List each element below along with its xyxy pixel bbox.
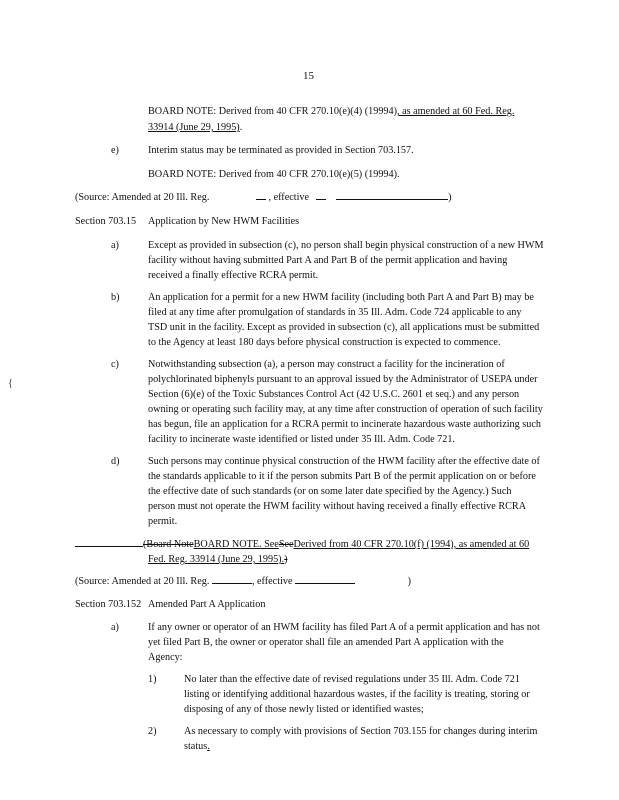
board-note-top-amend-2: 33914 (June 29, 1995) — [148, 122, 240, 133]
board-note-top-line1 — [148, 104, 514, 120]
section-703-15-number: Section 703.15 — [75, 216, 137, 227]
source-note-1 — [75, 190, 452, 206]
board-note-2-derived: Derived from 40 CFR 270.10(f) (1994), as amended at 60 — [293, 539, 530, 550]
board-note-2-end: ) — [284, 554, 288, 565]
margin-change-mark: { — [8, 378, 13, 389]
sub-2-line-2 — [184, 739, 210, 755]
sub-1-line: listing or identifying additional hazardous wastes, if the facility is treating, storing or — [184, 689, 530, 700]
para-d-line: the effective date of such standards (or on some later date specified by the Agency.) Such — [148, 486, 512, 497]
section-703-152-number: Section 703.152 — [75, 599, 142, 610]
para-c-line: facility to incinerate waste identified or listed under 35 Ill. Adm. Code 721. — [148, 434, 455, 445]
source-note-2 — [75, 574, 411, 590]
para-152a-label: a) — [111, 622, 119, 633]
para-a-line: Except as provided in subsection (c), no person shall begin physical construction of a new HWM — [148, 240, 544, 251]
para-a-line: received a finally effective RCRA permit. — [148, 270, 319, 281]
source-1-start: (Source: Amended at 20 Ill. Reg. — [75, 192, 210, 203]
para-b-line: filed at any time after promulgation of standards in 35 Ill. Adm. Code 724 applicable to any — [148, 307, 522, 318]
para-b-line: TSD unit in the facility. Except as provided in subsection (c), all applications must be submitted — [148, 322, 540, 333]
board-note-top-prefix: BOARD NOTE: Derived from 40 CFR 270.10(e)(4) (19994) — [148, 106, 397, 117]
page-number: 15 — [303, 70, 314, 82]
para-c-line: Notwithstanding subsection (a), a person may construct a facility for the incineration of — [148, 359, 505, 370]
para-d-line: the standards applicable to it if the person submits Part B of the permit application on or before — [148, 471, 536, 482]
board-note-2-struck: (Board Note — [143, 539, 194, 550]
source-1-end: ) — [448, 192, 452, 203]
sub-2-period: . — [207, 741, 210, 752]
para-c-line: Section (6)(e) of the Toxic Substances Control Act (42 U.S.C. 2601 et seq.) and any person — [148, 389, 520, 400]
para-d-line: person must not operate the HWM facility without having received a finally effective RCRA — [148, 501, 527, 512]
para-c-line: has begun, file an application for a RCRA permit to incinerate hazardous waste authorizing such — [148, 419, 541, 430]
board-note-2-line2 — [148, 552, 288, 568]
source-2-mid: , effective — [251, 576, 293, 587]
board-note-top-end: . — [239, 122, 243, 133]
board-note-2-cite: Fed. Reg. 33914 (June 29, 1995). — [148, 554, 285, 565]
board-note-2-main: BOARD NOTE. See — [193, 539, 279, 550]
board-note-2-struck-see: See — [278, 539, 294, 550]
board-note-2-line1 — [75, 537, 529, 553]
sub-2-label: 2) — [148, 726, 157, 737]
para-c-line: polychlorinated biphenyls pursuant to an approval issued by the Administrator of USEPA under — [148, 374, 538, 385]
source-2-end: ) — [407, 576, 411, 587]
para-a-label: a) — [111, 240, 119, 251]
board-note-top-amend: , as amended at 60 Fed. Reg. — [397, 106, 515, 117]
para-152a-line: If any owner or operator of an HWM facility has filed Part A of a permit application and has not — [148, 622, 540, 633]
para-c-label: c) — [111, 359, 119, 370]
para-a-line: facility without having submitted Part A and Part B of the permit application and having — [148, 255, 508, 266]
para-152a-line: Agency: — [148, 652, 183, 663]
sub-1-line: disposing of any of those newly listed or identified wastes; — [184, 704, 424, 715]
item-e-board-note: BOARD NOTE: Derived from 40 CFR 270.10(e)(5) (19994). — [148, 169, 400, 180]
board-note-top-line2 — [148, 120, 242, 136]
para-d-line: Such persons may continue physical construction of the HWM facility after the effective date of — [148, 456, 540, 467]
section-703-15-title: Application by New HWM Facilities — [148, 216, 300, 227]
sub-1-label: 1) — [148, 674, 157, 685]
section-703-152-title: Amended Part A Application — [148, 599, 266, 610]
sub-2-line: As necessary to comply with provisions of Section 703.155 for changes during interim — [184, 726, 538, 737]
source-2-start: (Source: Amended at 20 Ill. Reg. — [75, 576, 210, 587]
para-b-label: b) — [111, 292, 120, 303]
para-b-line: to the Agency at least 180 days before physical construction is expected to commence. — [148, 337, 501, 348]
para-d-line: permit. — [148, 516, 178, 527]
sub-2-status: status — [184, 741, 208, 752]
source-1-mid: , effective — [268, 192, 310, 203]
item-e-text: Interim status may be terminated as provided in Section 703.157. — [148, 145, 414, 156]
item-e-label: e) — [111, 145, 119, 156]
para-d-label: d) — [111, 456, 120, 467]
sub-1-line: No later than the effective date of revised regulations under 35 Ill. Adm. Code 721 — [184, 674, 520, 685]
para-b-line: An application for a permit for a new HWM facility (including both Part A and Part B) may be — [148, 292, 534, 303]
para-152a-line: yet filed Part B, the owner or operator shall file an amended Part A application with the — [148, 637, 504, 648]
para-c-line: owning or operating such facility may, at any time after construction of operation of such facility — [148, 404, 543, 415]
